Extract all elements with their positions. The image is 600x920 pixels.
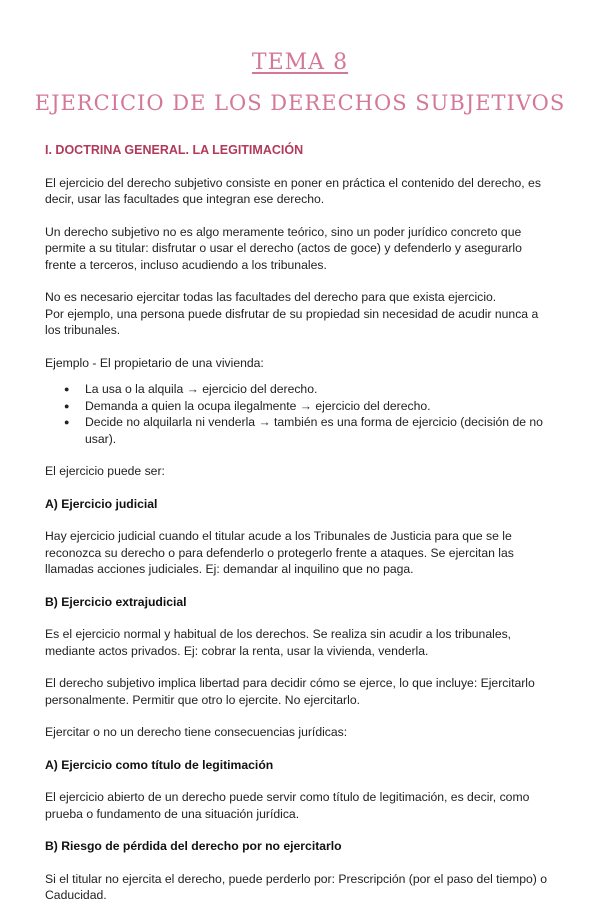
paragraph: Un derecho subjetivo no es algo meramente teórico, sino un poder jurídico concreto que permite a su titular: disfrutar o usar el derecho (actos de goce) y defenderlo y asegurarlo frente a terceros, incluso acudiendo a los tribunales. <box>45 224 522 272</box>
title-block <box>0 48 600 118</box>
subheading: A) Ejercicio como título de legitimación <box>45 757 274 772</box>
list-item: ● La usa o la alquila → ejercicio del derecho. <box>85 381 555 398</box>
topic-subtitle: EJERCICIO DE LOS DERECHOS SUBJETIVOS <box>34 91 566 115</box>
paragraph: Es el ejercicio normal y habitual de los derechos. Se realiza sin acudir a los tribunales, mediante actos privados. Ej: cobrar la renta, usar la vivienda, venderla. <box>45 627 512 658</box>
paragraph: El ejercicio del derecho subjetivo consiste en poner en práctica el contenido del derecho, es decir, usar las facultades que integran ese derecho. <box>45 175 541 206</box>
topic-title: TEMA 8 <box>251 50 349 75</box>
section-heading: I. DOCTRINA GENERAL. LA LEGITIMACIÓN <box>45 143 304 157</box>
paragraph <box>45 289 555 339</box>
document-body <box>45 142 555 920</box>
paragraph: El ejercicio puede ser: <box>45 464 165 478</box>
subheading: B) Riesgo de pérdida del derecho por no ejercitarlo <box>45 839 342 853</box>
paragraph: Ejemplo - El propietario de una vivienda: <box>45 355 264 370</box>
subheading: A) Ejercicio judicial <box>45 496 158 511</box>
bullet-list <box>45 381 555 447</box>
paragraph: El ejercicio abierto de un derecho puede servir como título de legitimación, es decir, como prueba o fundamento de una situación jurídica. <box>45 790 530 821</box>
paragraph: El derecho subjetivo implica libertad para decidir cómo se ejerce, lo que incluye: Ejercitarlo personalmente. Permitir que otro lo ejercite. No ejercitarlo. <box>45 676 535 707</box>
subheading: B) Ejercicio extrajudicial <box>45 594 187 609</box>
list-item: ● Decide no alquilarla ni venderla → también es una forma de ejercicio (decisión de no usar). <box>85 414 555 447</box>
paragraph: Si el titular no ejercita el derecho, puede perderlo por: Prescripción (por el paso del tiempo) o Caducidad. <box>45 871 547 902</box>
paragraph-line: Por ejemplo, una persona puede disfrutar de su propiedad sin necesidad de acudir nunca a los tribunales. <box>45 306 539 337</box>
paragraph: Ejercitar o no un derecho tiene consecuencias jurídicas: <box>45 725 348 739</box>
paragraph-line: No es necesario ejercitar todas las facultades del derecho para que exista ejercicio. <box>45 290 497 304</box>
paragraph: Hay ejercicio judicial cuando el titular acude a los Tribunales de Justicia para que se le reconozca su derecho o para defenderlo o protegerlo frente a ataques. Se ejercitan las llamadas acciones judiciales. Ej: demandar al inquilino que no paga. <box>45 529 514 576</box>
list-item: ● Demanda a quien la ocupa ilegalmente → ejercicio del derecho. <box>85 398 555 415</box>
